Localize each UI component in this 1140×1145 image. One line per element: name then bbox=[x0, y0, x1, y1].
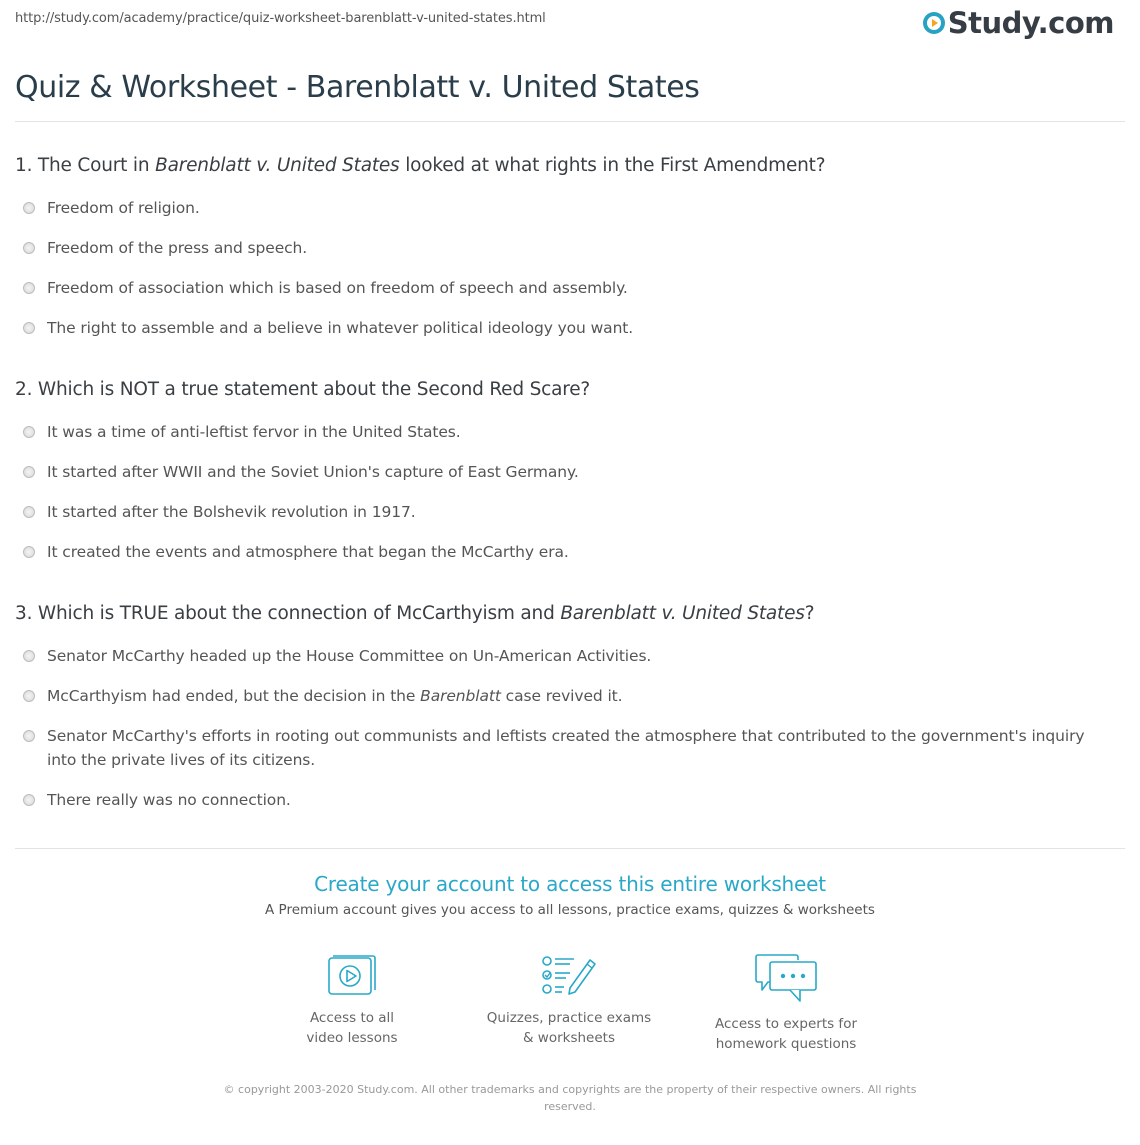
radio-button[interactable] bbox=[23, 506, 35, 518]
copyright-notice: © copyright 2003-2020 Study.com. All other trademarks and copyrights are the property of their respective owners. All rights reserved. bbox=[223, 1083, 917, 1113]
section-divider bbox=[15, 848, 1125, 849]
quiz-checklist-icon bbox=[540, 952, 598, 998]
radio-button[interactable] bbox=[23, 202, 35, 214]
question-3: 3. Which is TRUE about the connection of McCarthyism and Barenblatt v. United States? bbox=[15, 603, 815, 624]
answer-option[interactable]: Senator McCarthy headed up the House Committee on Un-American Activities. bbox=[23, 644, 1113, 668]
radio-button[interactable] bbox=[23, 426, 35, 438]
feature-label: Access to all video lessons bbox=[306, 1010, 398, 1046]
radio-button[interactable] bbox=[23, 322, 35, 334]
video-lesson-icon bbox=[326, 952, 378, 998]
answer-option[interactable]: It created the events and atmosphere that began the McCarthy era. bbox=[23, 540, 1113, 564]
study-logo[interactable] bbox=[923, 6, 1114, 40]
answer-option[interactable]: Freedom of religion. bbox=[23, 196, 1113, 220]
logo-text: Study.com bbox=[947, 6, 1114, 40]
feature-video-lessons bbox=[252, 952, 452, 1048]
feature-label: Quizzes, practice exams & worksheets bbox=[486, 1010, 652, 1046]
answer-option[interactable]: It started after WWII and the Soviet Union's capture of East Germany. bbox=[23, 460, 1113, 484]
question-2: 2. Which is NOT a true statement about the Second Red Scare? bbox=[15, 379, 591, 400]
cta-link[interactable]: Create your account to access this entire worksheet bbox=[314, 872, 826, 896]
answer-option[interactable]: McCarthyism had ended, but the decision in the Barenblatt case revived it. bbox=[23, 684, 1113, 708]
feature-label: Access to experts for homework questions bbox=[714, 1016, 857, 1052]
page-url: http://study.com/academy/practice/quiz-worksheet-barenblatt-v-united-states.html bbox=[15, 11, 546, 26]
answer-option[interactable]: Senator McCarthy's efforts in rooting out communists and leftists created the atmosphere that contributed to the government's inquiry into the private lives of its citizens. bbox=[23, 724, 1113, 772]
page-title: Quiz & Worksheet - Barenblatt v. United States bbox=[15, 70, 700, 105]
answer-option[interactable]: Freedom of the press and speech. bbox=[23, 236, 1113, 260]
feature-experts bbox=[686, 952, 886, 1054]
radio-button[interactable] bbox=[23, 242, 35, 254]
chat-bubbles-icon bbox=[754, 952, 818, 1004]
answer-option[interactable]: Freedom of association which is based on freedom of speech and assembly. bbox=[23, 276, 1113, 300]
answer-option[interactable]: The right to assemble and a believe in whatever political ideology you want. bbox=[23, 316, 1113, 340]
answer-option[interactable]: There really was no connection. bbox=[23, 788, 1113, 812]
cta-subtitle: A Premium account gives you access to all lessons, practice exams, quizzes & worksheets bbox=[265, 902, 875, 918]
feature-quizzes bbox=[469, 952, 669, 1048]
radio-button[interactable] bbox=[23, 690, 35, 702]
radio-button[interactable] bbox=[23, 730, 35, 742]
answer-option[interactable]: It was a time of anti-leftist fervor in the United States. bbox=[23, 420, 1113, 444]
radio-button[interactable] bbox=[23, 650, 35, 662]
radio-button[interactable] bbox=[23, 546, 35, 558]
play-circle-icon bbox=[923, 12, 945, 34]
answer-option[interactable]: It started after the Bolshevik revolution in 1917. bbox=[23, 500, 1113, 524]
title-divider bbox=[15, 121, 1125, 122]
radio-button[interactable] bbox=[23, 282, 35, 294]
radio-button[interactable] bbox=[23, 794, 35, 806]
radio-button[interactable] bbox=[23, 466, 35, 478]
question-1: 1. The Court in Barenblatt v. United States looked at what rights in the First Amendment? bbox=[15, 155, 826, 176]
